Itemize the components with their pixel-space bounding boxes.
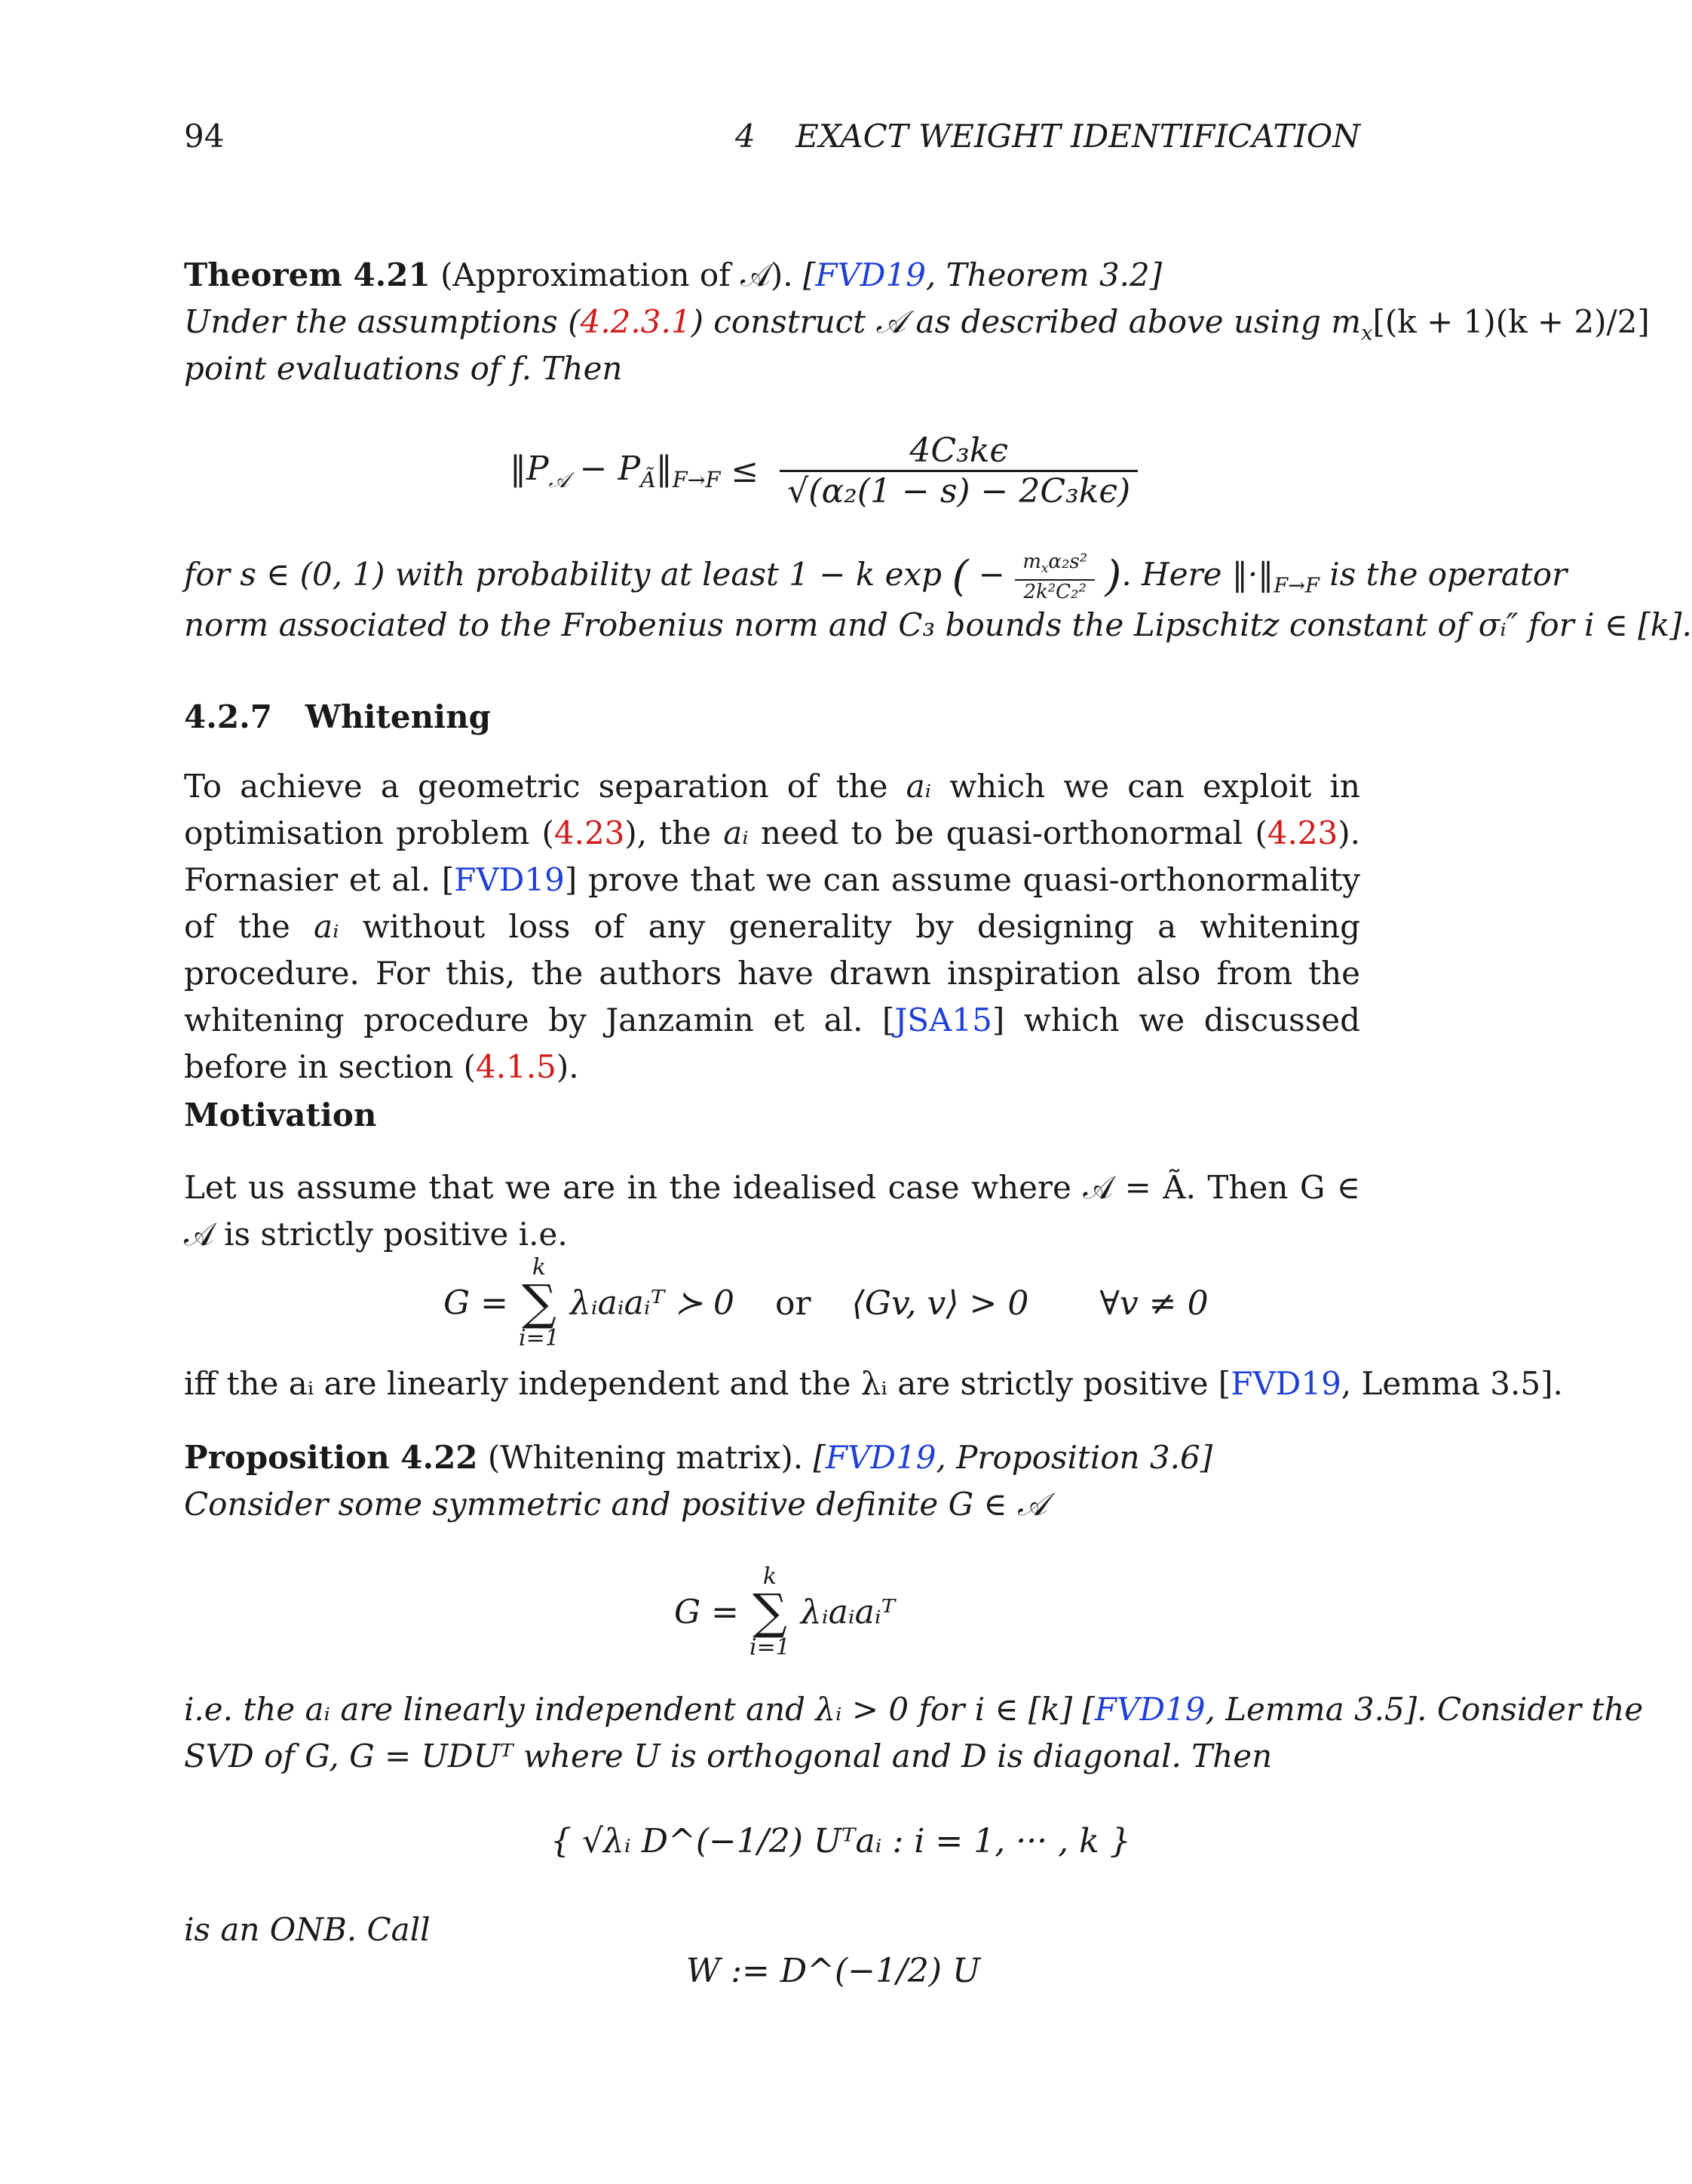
eq-part: − P xyxy=(569,449,641,488)
text: for s ∈ (0, 1) with probability at least 1 − k exp xyxy=(184,556,943,594)
math: aᵢ xyxy=(723,814,749,851)
exp-fraction xyxy=(1015,551,1095,603)
whitening-matrix-equation: W := D^(−1/2) U xyxy=(686,1952,981,1990)
text: [(k + 1)(k + 2)/2] xyxy=(1372,303,1650,340)
text: without loss of any generality by designing a whitening procedure. For this, the authors have drawn inspiration also from the whitening procedure by Janzamin et al. [ xyxy=(184,908,1360,1038)
equation-reference-link[interactable]: 4.23 xyxy=(1267,814,1338,851)
citation-link[interactable]: FVD19 xyxy=(1231,1365,1341,1402)
eq-lhs: G = xyxy=(443,1284,519,1323)
eq-part: ‖ xyxy=(655,449,673,488)
theorem-line-2: point evaluations of f. Then xyxy=(184,350,623,387)
eq-sub: F→F xyxy=(672,466,721,492)
motivation-heading: Motivation xyxy=(184,1097,377,1133)
text: , Lemma 3.5]. xyxy=(1341,1365,1563,1402)
theorem-after-line-1: for s ∈ (0, 1) with probability at least 1 − k exp ( − $\frac{m_x\alpha_2s^2}{\text{2k²C₂²}}$ ). Here $‖\cdot‖_{F\to F}$ is the operator xyxy=(184,551,1568,604)
summation: k ∑ i=1 xyxy=(519,1254,559,1351)
math: aᵢ xyxy=(906,768,932,805)
cite-bracket: [ xyxy=(813,1439,826,1476)
eq-body: λᵢaᵢaᵢᵀ ≻ 0 xyxy=(569,1284,735,1323)
text: is the operator xyxy=(1319,556,1568,594)
proposition-equation xyxy=(674,1563,896,1661)
text: ). Fornasier et al. [ xyxy=(184,814,1360,898)
section-heading xyxy=(184,698,491,735)
text: . Here ‖·‖ xyxy=(1121,556,1274,594)
eq-sub: Ã xyxy=(640,466,656,492)
motivation-paragraph: Let us assume that we are in the idealised case where 𝒜 = Ã. Then G ∈ 𝒜 is strictly positive i.e. xyxy=(184,1169,1360,1253)
section-reference-link[interactable]: 4.1.5 xyxy=(476,1048,556,1085)
text: ). xyxy=(556,1048,579,1085)
proposition-line-1: Consider some symmetric and positive definite G ∈ 𝒜 xyxy=(184,1486,1047,1523)
citation-link[interactable]: FVD19 xyxy=(454,861,565,898)
summation: k ∑ i=1 xyxy=(749,1563,790,1661)
theorem-after-line-2: norm associated to the Frobenius norm and C₃ bounds the Lipschitz constant of σᵢ″ for i ∈ [k]. xyxy=(184,606,1692,643)
theorem-heading xyxy=(184,252,1162,299)
eq-part: ‖P xyxy=(510,449,549,488)
proposition-line-3: SVD of G, G = UDUᵀ where U is orthogonal and D is diagonal. Then xyxy=(184,1738,1273,1774)
motivation-equation xyxy=(443,1256,1209,1350)
text: ) construct 𝒜 as described above using m xyxy=(691,303,1362,340)
eq-leq: ≤ xyxy=(720,452,770,490)
text: i.e. the aᵢ are linearly independent and λᵢ > 0 for i ∈ [k] [ xyxy=(184,1691,1095,1728)
eq-fraction xyxy=(780,431,1138,511)
text: need to be quasi-orthonormal ( xyxy=(748,814,1267,851)
citation-link[interactable]: JSA15 xyxy=(894,1002,992,1038)
eq-inner: ⟨Gv, v⟩ > 0 xyxy=(851,1284,1029,1323)
exp-sub: x xyxy=(1041,560,1049,576)
running-header: 4 EXACT WEIGHT IDENTIFICATION xyxy=(735,118,1360,155)
theorem-name: (Approximation of 𝒜). xyxy=(440,256,793,293)
eq-or: or xyxy=(775,1284,811,1323)
section-number: 4.2.7 xyxy=(184,698,272,735)
equation-reference-link[interactable]: 4.23 xyxy=(553,814,625,851)
eq-numerator: 4C₃kϵ xyxy=(780,431,1138,472)
citation-link[interactable]: FVD19 xyxy=(1094,1691,1206,1728)
eq-sub: 𝒜 xyxy=(548,466,569,492)
sum-lower: i=1 xyxy=(749,1634,790,1661)
text: which we can exploit in optimisation problem ( xyxy=(184,768,1360,851)
proposition-line-2 xyxy=(184,1686,1643,1733)
onb-set-equation: { √λᵢ D^(−1/2) Uᵀaᵢ : i = 1, ··· , k } xyxy=(550,1822,1131,1860)
sum-upper: k xyxy=(762,1563,777,1590)
proposition-name: (Whitening matrix). xyxy=(487,1439,804,1476)
section-title: Whitening xyxy=(305,698,491,735)
citation-rest: , Theorem 3.2] xyxy=(925,256,1163,293)
eq-body: λᵢaᵢaᵢᵀ xyxy=(800,1593,896,1632)
proposition-line-4: is an ONB. Call xyxy=(184,1911,431,1948)
theorem-label: Theorem 4.21 xyxy=(184,256,431,293)
text: To achieve a geometric separation of the xyxy=(184,768,906,805)
eq-forall: ∀v ≠ 0 xyxy=(1099,1284,1209,1323)
citation-link[interactable]: FVD19 xyxy=(825,1439,936,1476)
proposition-heading xyxy=(184,1434,1212,1481)
citation-rest: , Proposition 3.6] xyxy=(936,1439,1213,1476)
eq-denominator: √(α₂(1 − s) − 2C₃kϵ) xyxy=(787,472,1131,511)
text: ), the xyxy=(624,814,724,851)
exp-num-rest: α₂s² xyxy=(1048,551,1088,573)
sum-upper: k xyxy=(532,1254,546,1281)
exp-den: 2k²C₂² xyxy=(1023,581,1087,604)
text: ] which we discussed before in section ( xyxy=(184,1002,1360,1085)
exp-num: m xyxy=(1022,551,1041,573)
text: iff the aᵢ are linearly independent and the λᵢ are strictly positive [ xyxy=(184,1365,1231,1402)
text: ] prove that we can assume quasi-orthonormality of the xyxy=(184,861,1360,945)
sum-lower: i=1 xyxy=(519,1325,559,1351)
text: Under the assumptions ( xyxy=(184,303,581,340)
citation-link[interactable]: FVD19 xyxy=(815,256,926,293)
subscript: F→F xyxy=(1274,574,1320,598)
math: aᵢ xyxy=(314,908,339,945)
text: , Lemma 3.5]. Consider the xyxy=(1205,1691,1644,1728)
proposition-label: Proposition 4.22 xyxy=(184,1439,478,1476)
cite-bracket: [ xyxy=(802,256,816,293)
motivation-paragraph-2 xyxy=(184,1360,1563,1407)
eq-lhs: G = xyxy=(674,1593,749,1632)
whitening-paragraph xyxy=(184,763,1360,1090)
subscript: x xyxy=(1361,321,1373,345)
page-number: 94 xyxy=(184,118,225,155)
theorem-equation xyxy=(510,431,1138,511)
section-reference-link[interactable]: 4.2.3.1 xyxy=(580,303,691,340)
